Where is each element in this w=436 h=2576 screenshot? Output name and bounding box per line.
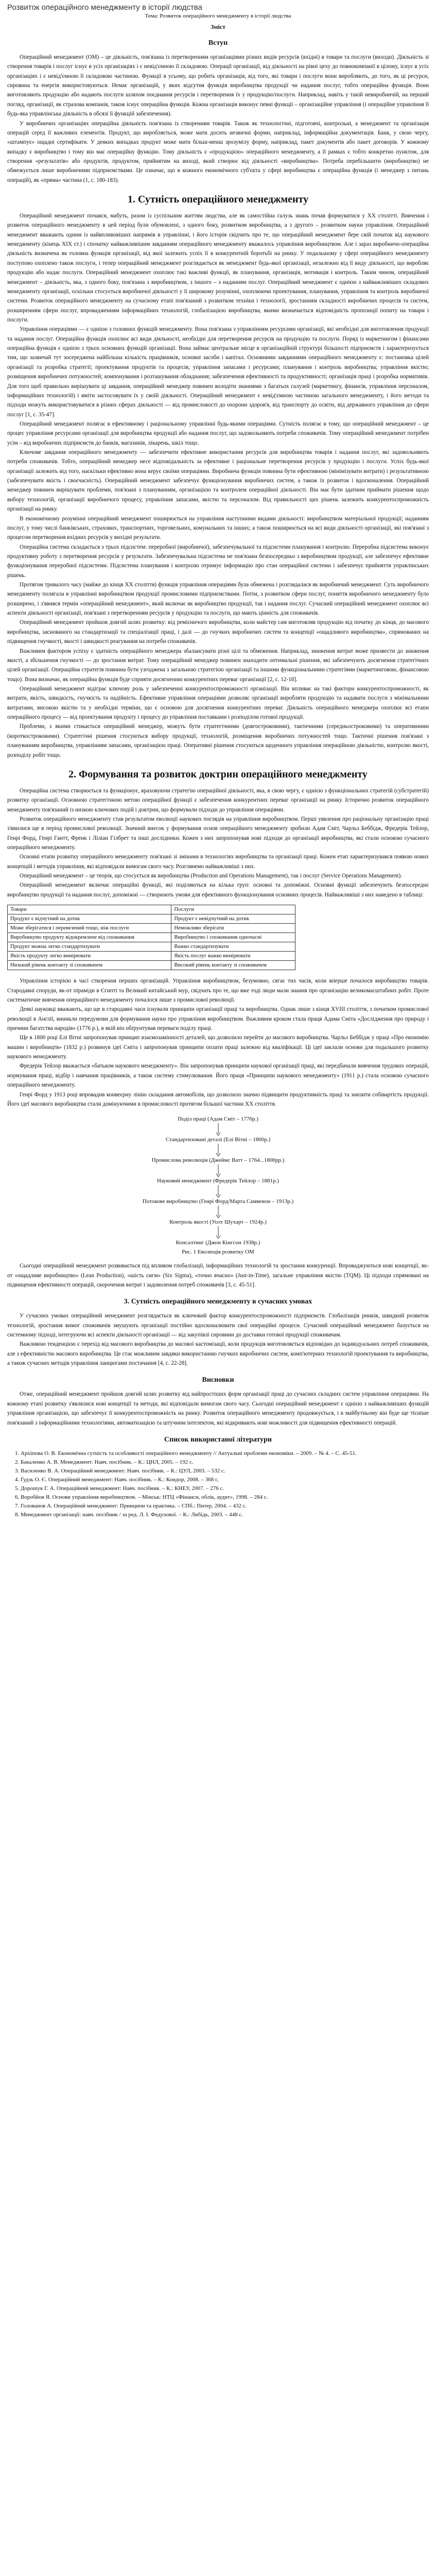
paragraph: Операційний менеджмент (ОМ) – це діяльність, пов'язана із перетворенням організаціями різних видів ресурсів (вхідні) в товари та послуги (виходи). Діяльність зі створення товарів і послуг існує в усіх організаціях і є невід'ємною її складовою. Операції організації, від діяльності на рівні цеху до повнокомпанії в цілому, існує в усіх організаціях і є невід'ємною її складовою частиною. Функції в усьому, що робить організація, від того, які товари і послуги вони виробляють, до того, як ці ресурси, сировина та енергія використовуються. Немає організацій, у яких відсутня функція виробництва продукції чи надання послуг, тобто операційна функція. Вони виготовляють продукцію або надають послуги шляхом поєднання ресурсів і перетворення їх у продукцію/послуги. Наприклад, навіть у такій невиробничій, на перший погляд, організації, як страхова компанія, також існує операційна функція. Кожна організація виконує певні функції – організаційне управління (і операційне управління її будь-яка управлінська діяльність в обсязі її функцій забезпечення). <box>7 54 429 117</box>
table-row <box>8 961 295 970</box>
table-cell: Неможливо зберігати <box>171 924 295 933</box>
goods-services-table <box>7 905 295 970</box>
paragraph: Управління історією в часі створення перших організацій. Управління виробництвом, безумовно, сягає тих часів, коли вперше почалося виробництво товарів. Стародавні споруди, як-от піраміди в Єгипті та Великий китайський мур, свідчать про те, що вже тоді люди мали знання про організацію великомасштабних робіт. Проте систематичне вивчення операційного менеджменту почалося лише з промислової революції. <box>7 978 429 1003</box>
diagram-node: Науковий менеджмент (Фредерік Тейлор – 1881р.) <box>157 1178 279 1184</box>
paragraph: Основні етапи розвитку операційного менеджменту пов'язані зі змінами в технологіях виробництва та організації праці. Кожен етап характеризувався появою нових концепцій і методів управління, які відповідали вимогам свого часу. Розглянемо найважливіші з них. <box>7 854 429 870</box>
paragraph: Отже, операційний менеджмент пройшов довгий шлях розвитку від найпростіших форм організації праці до сучасних складних систем управління операціями. На кожному етапі розвитку з'являлися нові концепції та методи, які відповідали вимогам свого часу. Сьогодні операційний менеджмент є однією з найважливіших функцій управління організацією, що забезпечує її конкурентоспроможність на ринку. Розвиток операційного менеджменту продовжується, і в майбутньому він буде ще тісніше пов'язаний з інформаційними технологіями, автоматизацією та штучним інтелектом, які відкривають нові можливості для підвищення ефективності операцій. <box>7 1391 429 1426</box>
table-row <box>8 933 295 942</box>
reference-item: 3. Василенко В. А. Операційний менеджмент: Навч. посібник. – К.: ЦУЛ, 2003. – 532 с. <box>21 1467 429 1476</box>
paragraph: В економічному розумінні операційний менеджмент поширюється на управління наступними видами діяльності: виробництвом матеріальної продукції; наданням послуг, у тому числі банківських, страхових, транспортних, торговельних, комунальних та інших; а також поширюється на всі види діяльності організації, які пов'язані з процесом перетворення вхідних ресурсів у вихідні результати. <box>7 515 429 541</box>
diagram-node: Консалтинг (Джон Кінгсон 1938р.) <box>176 1240 260 1246</box>
table-cell: Продукт можна легко стандартизувати <box>8 942 171 952</box>
paragraph: Операційний менеджмент почався, мабуть, разом із суспільним життям людства, але як самостійна галузь знань почав формуватися у XX столітті. Вивчення і розвиток операційного менеджменту в цей період були обумовлені, з одного боку, розвитком виробництва, а з другого – розвитком науки управління. Операційний менеджмент вважають одним із найвпливовіших напрямів в управлінні, і його історія свідчить про те, що операційний менеджмент бере свій початок від наукового менеджменту (кінець XIX ст.) і спочатку найважливішим завданням операційного менеджменту вважалось управління виробництвом. Але і зараз виробничо-операційна діяльність визначена як головна функція організації, від якої залежить успіх її в конкурентній боротьбі на ринку. У подальшому у сфері операційного менеджменту поступово охоплено також послуги, і тепер операційний менеджмент розглядається як менеджмент будь-якої організації, незалежно від її виду діяльності, що виробляє продукцію або надає послуги. Операційний менеджмент охоплює такі важливі функції, як планування, організація, мотивація і контроль. Таким чином, операційний менеджмент – діяльність, яка, з одного боку, пов'язана з виробництвом, з іншого – з наданням послуг. Операційний менеджмент є однією з найважливіших складових менеджменту організації, оскільки стосується виробничої діяльності у її широкому розумінні, охоплюючи проектування, планування, управління та контроль виробничої системи. Розвиток операційного менеджменту на сучасному етапі пов'язаний з розвитком техніки і технології, зростанням складності виробничих процесів та систем, розширенням сфери послуг, впровадженням інформаційних технологій, глобалізацією виробництва, якими визначається відповідність пропозиції попиту на товари і послуги. <box>7 213 429 323</box>
diagram-node: Стандартизовані деталі (Елі Вітні – 1800р.) <box>165 1137 271 1143</box>
diagram-node: Поділ праці (Адам Сміт – 1776р.) <box>178 1116 258 1123</box>
paragraph: Операційна система складається з трьох підсистем: переробної (виробничої), забезпечувальної та підсистеми планування і контролю. Переробна підсистема виконує продуктивну роботу з перетворення ресурсів у результати. Забезпечувальна підсистема не пов'язана безпосередньо з виробництвом продукції, але забезпечує ефективне функціонування переробної підсистеми. Підсистема планування і контролю отримує інформацію про стан операційної системи і забезпечує прийняття управлінських рішень. <box>7 544 429 579</box>
down-arrow-icon <box>7 1205 429 1219</box>
intro-heading: Вступ <box>208 39 228 47</box>
section1-body <box>7 211 429 760</box>
reference-item: 8. Менеджмент організації: навч. посібник / за ред. Л. І. Федулової. – К.: Либідь, 2003. – 448 с. <box>21 1511 429 1519</box>
down-arrow-icon <box>7 1122 429 1137</box>
paragraph: Важливою тенденцією є перехід від масового виробництва до масової кастомізації, коли продукція виготовляється відповідно до індивідуальних потреб споживачів, але з ефективністю масового виробництва. Це стає можливим завдяки використанню гнучких виробничих систем, комп'ютерних технологій проектування та виробництва, а також сучасних методів управління ланцюгами постачання [4, с. 22-28]. <box>7 1341 429 1367</box>
reference-item: 6. Воробйов Я. Основи управління виробництвом. – Мінськ: НТЦ «Фінанси, облік, аудит», 1998. – 284 с. <box>21 1493 429 1502</box>
paragraph: У виробничих організаціях операційна діяльність пов'язана із створенням товарів. Також як технологічні, підготовчі, контрольні, а менеджмент та організація операцій серед її важливих елементів. Продукт, що виробляється, може мати досить незвичні форми, наприклад, інформаційна документація. Банк, у свою чергу, «штампує» ощадні сертифікати. У деяких випадках продукт може мати більш-менш зрозумілу форму, наприклад, пакет документів або пакет договорів. У кожному випадку є виробництво і тому він має операційну функцію. Тому діяльність є «продукцією» операційного менеджменту, а її рамках є тобто конкретно пунктом, для створення «результатів» або продуктів, продуктом, прийнятим на виході, який створює від діяльності «виробництва». Потреба перебільшити (виробництво) не обмежується лише виробничими підприємствами. Це означає, що в кожного економічного суб'єкта у сфері виробництва є операційна функція (і менеджер з питань операцій), як «пряма» частина (1, с. 180-183). <box>7 120 429 183</box>
table-row <box>8 914 295 924</box>
table-row <box>8 924 295 933</box>
paragraph: Операційний менеджмент включає операційні функції, які поділяються на кілька груп: основні та допоміжні. Основні функції забезпечують безпосереднє виробництво продукції та надання послуг, допоміжні — створюють умови для ефективного функціонування основних процесів. Найважливіші з них наведено в таблиці: <box>7 882 429 898</box>
section3-heading: 3. Сутність операційного менеджменту в сучасних умовах <box>124 1298 312 1306</box>
reference-item: 5. Дорошук Г. А. Операційний менеджмент: Навч. посібник. – К.: КНЕУ, 2007. – 276 с. <box>21 1484 429 1493</box>
paragraph: Операційна система створюється та функціонує, враховуючи стратегію операційної діяльності, яка, в свою чергу, є однією з функціональних стратегій (субстратегій) розвитку організації. Основною стратегічною метою операційної функції є забезпечення конкурентних переваг організації на ринку. Історично розвиток операційного менеджменту пов'язаний із низкою ключових подій і доктрин, що формували підходи до управління операціями. <box>7 787 429 813</box>
conclusions-heading: Висновки <box>202 1376 234 1384</box>
table-cell: Продукт є невідчутний на дотик <box>171 914 295 924</box>
page-title: Розвиток операційного менеджменту в історії людства <box>7 3 202 12</box>
paragraph: Генрі Форд у 1913 році впровадив конвеєрну лінію складання автомобілів, що дозволило значно підвищити продуктивність праці та знизити собівартість продукції. Його ідеї масового виробництва стали домінуючими в промисловості протягом більшої частини XX століття. <box>7 1091 429 1107</box>
figure-caption: Рис. 1 Еволюція розвитку ОМ <box>182 1249 254 1256</box>
paragraph: У сучасних умовах операційний менеджмент розглядається як ключовий фактор конкурентоспроможності підприємств. Глобалізація ринків, швидкий розвиток технологій, зростання вимог споживачів змушують організації постійно вдосконалювати свої операційні процеси. Сучасний операційний менеджмент базується на системному підході, інтегруючи всі аспекти діяльності організації — від закупівлі сировини до доставки готової продукції споживачам. <box>7 1313 429 1338</box>
reference-item: 7. Голованов А. Операційний менеджмент: Принципи та практика. – СПб.: Питер, 2004. – 432 с. <box>21 1502 429 1511</box>
reference-item: 4. Ґудзь О. Є. Операційний менеджмент: Навч. посібник. – К.: Кондор, 2008. – 368 с. <box>21 1476 429 1484</box>
down-arrow-icon <box>7 1143 429 1157</box>
table-cell: Якість продукту легко вимірювати <box>8 952 171 961</box>
table-cell: Важко стандартизувати <box>171 942 295 952</box>
references-heading: Список використаної літератури <box>164 1435 272 1444</box>
table-cell: Низький рівень контакту зі споживачем <box>8 961 171 970</box>
diagram-node: Промислова революція (Джеймс Ватт – 1764...1800рр.) <box>151 1157 285 1164</box>
toc-label: Зміст <box>210 23 226 30</box>
paragraph: Важливим фактором успіху є здатність операційного менеджера збалансувати різні цілі та обмеження. Наприклад, зниження витрат може призвести до зниження якості, а збільшення гнучкості — до зростання витрат. Тому операційний менеджер повинен знаходити оптимальні рішення, які забезпечують досягнення стратегічних цілей організації. Операційна стратегія повинна бути узгоджена з загальною стратегією організації та іншими функціональними стратегіями (маркетинговою, фінансовою тощо). Вона визначає, як операційна функція буде сприяти досягненню конкурентних переваг організації [2, с. 12-18]. <box>7 648 429 683</box>
table-header-cell: Товари <box>8 905 171 914</box>
intro-body <box>7 53 429 185</box>
reference-item: 1. Архіпова О. В. Економічна сутність та особливості операційного менеджменту // Актуальні проблеми економіки. – 2009. – № 4. – С. 45-51. <box>21 1449 429 1458</box>
section3-body <box>7 1311 429 1368</box>
section1-heading: 1. Сутність операційного менеджменту <box>127 194 309 206</box>
table-cell: Якість послуг важко вимірювати <box>171 952 295 961</box>
conclusions-body <box>7 1389 429 1427</box>
paragraph: Проблеми, з якими стикається операційний менеджер, можуть бути стратегічними (довгостроковими), тактичними (середньостроковими) та оперативними (короткостроковими). Стратегічні рішення стосуються вибору продукції, технологій, розміщення виробничих потужностей тощо. Тактичні рішення пов'язані з плануванням виробництва, управлінням запасами, організацією праці. Оперативні рішення стосуються щоденного управління операційною діяльністю, контролю якості, розподілу робіт тощо. <box>7 723 429 758</box>
paragraph: Операційний менеджмент пройшов довгий шлях розвитку: від ремісничого виробництва, коли майстер сам виготовляв продукцію від початку до кінця, до масового виробництва, заснованого на стандартизації та спеціалізації праці, і далі — до гнучких виробничих систем та концепції «ощадливого виробництва», спрямованих на підвищення гнучкості, якості і швидкості реагування на потреби споживачів. <box>7 619 429 645</box>
paragraph: Ключове завдання операційного менеджменту — забезпечити ефективне використання ресурсів для виробництва товарів і надання послуг, які задовольняють потреби споживачів. Тобто, операційний менеджер несе відповідальність за ефективне і раціональне перетворення ресурсів у продукцію і послуги. Успіх будь-якої організації залежить від того, наскільки ефективно вона керує своїми операціями. Виробнича функція повинна бути ефективною (мінімізувати витрати) і результативною (забезпечувати якість і своєчасність). Операційний менеджмент забезпечує функціонування виробничих систем, а також їх розвиток і вдосконалення. Операційний менеджер повинен вирішувати проблеми, пов'язані з плануванням, організацією та контролем операційної діяльності. Він має бути здатним приймати рішення щодо вибору технологій, організації виробничого процесу, управління запасами, якістю та персоналом. Від правильності цих рішень залежить конкурентоспроможність організації на ринку. <box>7 449 429 513</box>
down-arrow-icon <box>7 1184 429 1198</box>
reference-item: 2. Бакаленко А. В. Менеджмент: Навч. посібник. – К.: ЦНЛ, 2005. – 192 с. <box>21 1458 429 1467</box>
paragraph: Протягом тривалого часу (майже до кінця ХХ століття) функція управління операціями була обмежена і розглядалася як виробничий менеджмент. Суть виробничого менеджменту полягала в управлінні виробництвом продукції промисловими підприємствами. Потім, з розвитком сфери послуг, поняття виробничого менеджменту було розширено, і з'явився термін «операційний менеджмент», який включає як виробництво продукції, так і надання послуг. Сучасний операційний менеджмент охоплює всі аспекти діяльності організації, пов'язані з перетворенням ресурсів у продукцію та послуги, що мають цінність для споживачів. <box>7 582 429 617</box>
topic-line: Тема: Розвиток операційного менеджменту в історії людства <box>145 13 291 19</box>
paragraph: Сьогодні операційний менеджмент розвивається під впливом глобалізації, інформаційних технологій та зростання конкуренції. Впроваджуються нові концепції, як-от «ощадливе виробництво» (Lean Production), «шість сигм» (Six Sigma), «точно вчасно» (Just-in-Time), загальне управління якістю (TQM). Ці підходи спрямовані на підвищення ефективності операцій, скорочення витрат і задоволення потреб споживачів [3, с. 45-51]. <box>7 1263 429 1288</box>
paragraph: Деякі науковці вважають, що ще в стародавні часи існували принципи організації праці та виробництва. Однак лише з кінця XVIII століття, з початком промислової революції в Англії, виникли передумови для формування науки про управління виробництвом. Важливим кроком стала праця Адама Сміта «Дослідження про природу і причини багатства народів» (1776 р.), в якій він обґрунтував переваги поділу праці. <box>7 1006 429 1031</box>
paragraph: Управління операціями — є однією з головних функцій менеджменту. Вона пов'язана з управлінням ресурсами організації, які необхідні для виготовлення продукції та надання послуг. Операційна функція охоплює всі види діяльності, необхідні для перетворення ресурсів на продукцію та послуги. Поряд із маркетингом і фінансами операційна функція є однією з трьох основних функцій організації. Вона займає центральне місце в організаційній структурі більшості підприємств і характеризується тим, що зазвичай тут зосереджена найбільша кількість працівників, основні засоби і капітал. Основними завданнями операційного менеджменту є: постановка цілей організації та розробка стратегії; проектування продуктів та процесів; управління запасами і ресурсами; планування і контроль виробництва; управління якістю; розміщення виробничих потужностей; компонування і розташування обладнання; забезпечення ефективності та продуктивності; організація праці і розробка нормативів. Для того щоб правильно вирішувати ці завдання, операційний менеджер повинен володіти знаннями з багатьох галузей (маркетингу, фінансів, управління персоналом, інформаційних технологій) і вміти застосовувати їх у своїй діяльності. Операційний менеджмент є невід'ємною частиною загального менеджменту, і його методи та підходи можуть використовуватися в різних сферах діяльності — від промисловості до охорони здоров'я, від транспорту до освіти, від державного управління до сфери послуг [1, с. 35-47]. <box>7 326 429 418</box>
table-cell: Виробництво і споживання одночасні <box>171 933 295 942</box>
evolution-diagram <box>7 1116 429 1255</box>
table-cell: Продукт є відчутний на дотик <box>8 914 171 924</box>
table-row <box>8 952 295 961</box>
references-list <box>7 1449 429 1519</box>
paragraph: Фредерік Тейлор вважається «батьком наукового менеджменту». Він запропонував принципи наукової організації праці, які передбачали вивчення трудових операцій, нормування праці, відбір і навчання працівників, а також систему стимулювання. Його праця «Принципи наукового менеджменту» (1911 р.) стала основою сучасного операційного менеджменту. <box>7 1063 429 1089</box>
table-cell: Виробництво продукту відокремлене від споживання <box>8 933 171 942</box>
table-cell: Може зберігатися і перевезений тощо, ніж послуги <box>8 924 171 933</box>
diagram-node: Потокове виробництво (Генрі Форд/Марта Самвенон – 1913р.) <box>142 1198 294 1205</box>
table-row <box>8 942 295 952</box>
section2-heading: 2. Формування та розвиток доктрин операційного менеджменту <box>68 768 368 780</box>
down-arrow-icon <box>7 1163 429 1178</box>
table-header-row <box>8 905 295 914</box>
paragraph: Розвиток операційного менеджменту став результатом еволюції наукових поглядів на управління виробництвом. Перші уявлення про раціональну організацію праці з'явилися ще в період промислової революції. Значний внесок у формування основ операційного менеджменту зробили Адам Сміт, Чарльз Беббідж, Фредерік Тейлор, Генрі Форд, Генрі Гантт, Френк і Ліліан Гілбрет та інші дослідники. Кожен з них запропонував нові підходи до організації виробництва, які стали основою сучасного операційного менеджменту. <box>7 816 429 851</box>
diagram-node: Контроль якості (Уолт Шухарт – 1924р.) <box>169 1219 267 1226</box>
paragraph: Операційний менеджмент полягає в ефективному і раціональному управлінні будь-якими операціями. Сутність полягає в тому, що операційний менеджмент – це процес управління ресурсами організації для виробництва продукції або надання послуг, що задовольняють потреби споживачів. Тому операційний менеджмент потрібен усім – від виробничих підприємств до банків, магазинів, лікарень, шкіл тощо. <box>7 420 429 446</box>
paragraph: Операційний менеджмент відіграє ключову роль у забезпеченні конкурентоспроможності організації. Він впливає на такі фактори конкурентоспроможності, як витрати, якість, швидкість, гнучкість та надійність. Ефективне управління операціями дозволяє організації виробляти продукцію та надавати послуги з мінімальними витратами, високою якістю та у необхідні терміни, що є основою для досягнення конкурентних переваг. Діяльність операційного менеджера охоплює всі етапи операційного процесу — від проектування продукту і процесу до управління поставками і розподілом готової продукції. <box>7 686 429 721</box>
paragraph: Ще в 1800 році Елі Вітні запропонував принцип взаємозамінності деталей, що дозволило перейти до масового виробництва. Чарльз Беббідж у праці «Про економію машин і виробництв» (1832 р.) розвинув ідеї Сміта і запропонував принципи оплати праці залежно від кваліфікації. Ці ідеї заклали основи для подальшого розвитку наукового менеджменту. <box>7 1035 429 1060</box>
table-cell: Високий рівень контакту зі споживачем <box>171 961 295 970</box>
table-header-cell: Послуги <box>171 905 295 914</box>
paragraph: Операційний менеджмент – це теорія, що стосується як виробництва (Production and Operations Management), так і послуг (Service Operations Management). <box>20 873 402 879</box>
down-arrow-icon <box>7 1225 429 1240</box>
section2-body <box>7 786 429 1290</box>
